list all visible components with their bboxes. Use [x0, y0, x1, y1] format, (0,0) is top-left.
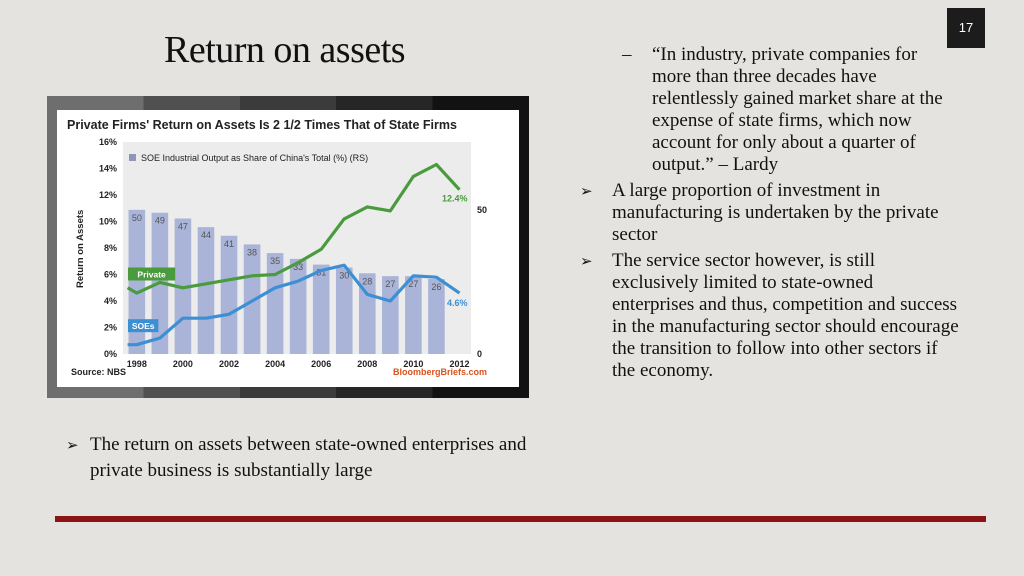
- y-tick-label: 16%: [98, 137, 117, 147]
- right-column: [580, 44, 960, 382]
- quote-item: [622, 44, 960, 176]
- slide-number: 17: [947, 8, 985, 48]
- bar-label: 28: [362, 276, 373, 287]
- slide-title: Return on assets: [164, 29, 406, 71]
- x-tick-label: 2010: [403, 359, 424, 369]
- x-tick-label: 2006: [311, 359, 332, 369]
- y-tick-label: 8%: [103, 243, 117, 253]
- x-tick-label: 2004: [265, 359, 286, 369]
- y-tick-label: 4%: [103, 296, 117, 306]
- bar-label: 41: [224, 238, 235, 249]
- x-tick-label: 2012: [449, 359, 470, 369]
- x-tick-label: 2000: [172, 359, 193, 369]
- bar: [221, 236, 238, 354]
- bullet-item-2: [580, 250, 960, 382]
- bullet-item-1: [580, 180, 960, 246]
- chart-frame: [47, 96, 529, 398]
- bar: [198, 227, 215, 354]
- x-tick-label: 2008: [357, 359, 378, 369]
- y-tick-label: 6%: [103, 269, 117, 280]
- bar-label: 49: [154, 215, 165, 226]
- series-end-label: 12.4%: [441, 193, 468, 204]
- bullet-text-1: A large proportion of investment in manufacturing is undertaken by the private sector: [612, 180, 939, 245]
- series-end-label: 4.6%: [446, 298, 468, 309]
- bar: [129, 210, 146, 354]
- chart-source: Source: NBS: [71, 367, 127, 377]
- bar-label: 44: [200, 230, 211, 241]
- y-tick-label: 10%: [98, 216, 117, 227]
- bullet-text-2: The service sector however, is still exclusively limited to state-owned enterprises and thus, competition and success in the manufacturing sector should encourage the transition to follow into other sectors if the economy.: [612, 250, 959, 381]
- bar-label: 30: [339, 270, 350, 281]
- y-tick-label: 2%: [103, 322, 117, 333]
- y-tick-label: 12%: [98, 190, 117, 200]
- bar-label: 47: [177, 221, 188, 232]
- bar-label: 27: [408, 279, 419, 290]
- bar-label: 38: [247, 247, 258, 258]
- x-tick-label: 1998: [126, 359, 147, 369]
- chart-title: Private Firms' Return on Assets Is 2 1/2 Times That of State Firms: [67, 118, 457, 132]
- chart-credit: BloombergBriefs.com: [392, 367, 487, 377]
- bottom-bullet-text: The return on assets between state-owned enterprises and private business is substantially large: [90, 434, 527, 481]
- bar: [313, 265, 330, 354]
- arrow-bullet-icon: ➢: [580, 182, 593, 200]
- series-name-label: SOEs: [131, 321, 155, 332]
- bar: [290, 259, 307, 354]
- y-tick-label: 14%: [98, 163, 117, 174]
- bar-label: 27: [385, 279, 396, 290]
- legend-swatch: [129, 154, 136, 161]
- quote-text: “In industry, private companies for more than three decades have relentlessly gained market share at the expense of state firms, which now account for only about a quarter of output.” – Lardy: [652, 44, 943, 175]
- y-tick-label: 0%: [103, 349, 117, 359]
- series-name-label: Private: [137, 269, 166, 280]
- y-right-tick-label: 50: [477, 204, 488, 215]
- dash-icon: –: [622, 44, 632, 65]
- bar-label: 26: [431, 282, 442, 293]
- arrow-bullet-icon: ➢: [580, 252, 593, 270]
- bottom-bullet: [66, 432, 566, 484]
- footer-bar: [55, 516, 986, 522]
- bar-label: 35: [270, 256, 281, 267]
- bar-label: 33: [293, 261, 304, 272]
- bar-label: 31: [316, 267, 327, 278]
- y-right-tick-label: 0: [477, 349, 483, 359]
- chart-panel: [57, 110, 519, 387]
- bar: [267, 253, 284, 354]
- roa-chart: [57, 110, 519, 387]
- legend-label: SOE Industrial Output as Share of China's Total (%) (RS): [141, 153, 369, 163]
- bar-label: 50: [131, 212, 142, 223]
- y-axis-label: Return on Assets: [75, 209, 86, 288]
- x-tick-label: 2002: [218, 359, 240, 369]
- arrow-bullet-icon: ➢: [66, 436, 79, 454]
